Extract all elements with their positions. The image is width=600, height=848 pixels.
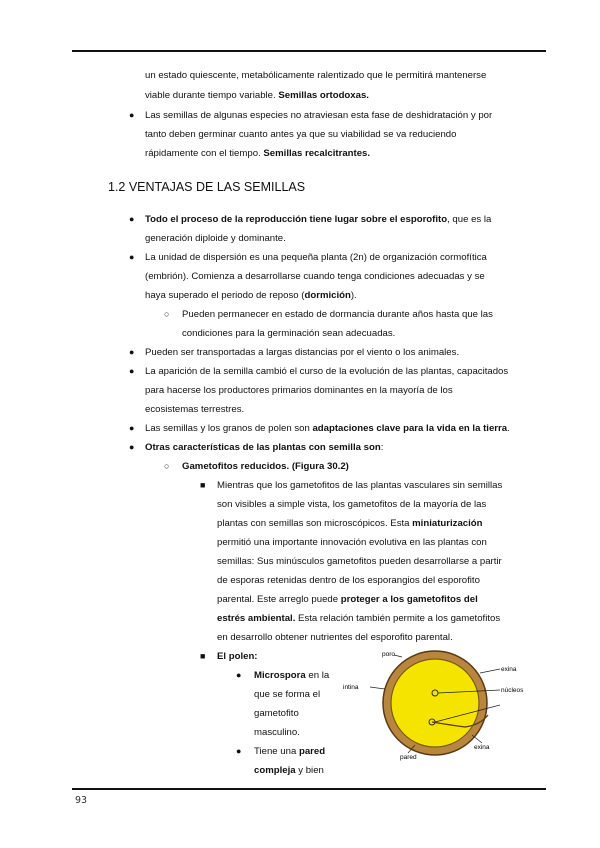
- item-1-line-2: generación diploide y dominante.: [145, 233, 286, 244]
- bullet-icon: ●: [129, 252, 135, 262]
- intro-line-2: viable durante tiempo variable. Semillas ortodoxas.: [145, 90, 369, 101]
- bullet-icon: ●: [129, 442, 135, 452]
- bullet-icon: ●: [236, 746, 242, 756]
- subitem-line-2: condiciones para la germinación sean adecuadas.: [182, 328, 396, 339]
- polen-1-line-4: masculino.: [254, 727, 300, 738]
- bullet-icon: ●: [129, 366, 135, 376]
- label-poro: poro: [382, 651, 396, 658]
- polen-1-line-3: gametofito: [254, 708, 299, 719]
- subitem-line-1: Pueden permanecer en estado de dormancia durante años hasta que las: [182, 309, 493, 320]
- page-number: 93: [75, 795, 88, 806]
- recalcitrant-line-3: rápidamente con el tiempo. Semillas recalcitrantes.: [145, 148, 371, 159]
- item-5: Las semillas y los granos de polen son adaptaciones clave para la vida en la tierra.: [145, 423, 510, 434]
- gameto-line-9: en desarrollo obtener nutrientes del esporofito parental.: [217, 632, 453, 643]
- polen-2-line-1: Tiene una pared: [254, 746, 326, 757]
- recalcitrant-line-2: tanto deben germinar cuanto antes ya que su viabilidad se va reduciendo: [145, 129, 457, 140]
- section-heading: 1.2 VENTAJAS DE LAS SEMILLAS: [108, 180, 306, 194]
- item-2-line-1: La unidad de dispersión es una pequeña planta (2n) de organización cormofítica: [145, 252, 487, 263]
- gameto-line-2: son visibles a simple vista, los gametofitos de la mayoría de las: [217, 499, 487, 510]
- polen-2-line-2: compleja y bien: [254, 765, 324, 776]
- item-2-line-2: (embrión). Comienza a desarrollarse cuando tenga condiciones adecuadas y se: [145, 271, 485, 282]
- polen-1-line-2: que se forma el: [254, 689, 321, 700]
- bullet-icon: ●: [129, 110, 135, 120]
- polen-1-line-1: Microspora en la: [254, 670, 330, 681]
- bullet-icon: ●: [129, 214, 135, 224]
- circle-bullet-icon: ○: [164, 309, 170, 319]
- bullet-icon: ●: [236, 670, 242, 680]
- header-rule: [72, 50, 546, 52]
- gameto-line-6: de esporas retenidas dentro de los esporangios del esporofito: [217, 575, 480, 586]
- intro-line-1: un estado quiescente, metabólicamente ralentizado que le permitirá mantenerse: [145, 70, 487, 81]
- pollen-grain-figure: [340, 645, 530, 765]
- item-4-line-2: para hacerse los productores primarios dominantes en la mayoría de los: [145, 385, 453, 396]
- item-4-line-3: ecosistemas terrestres.: [145, 404, 245, 415]
- item-2-line-3: haya superado el periodo de reposo (dormición).: [145, 290, 357, 301]
- square-bullet-icon: ■: [200, 651, 206, 661]
- bullet-icon: ●: [129, 423, 135, 433]
- label-nucleos: núcleos: [501, 687, 524, 694]
- gameto-line-4: permitió una importante innovación evolutiva en las plantas con: [217, 537, 487, 548]
- gameto-line-7: parental. Este arreglo puede proteger a los gametofitos del: [217, 594, 478, 605]
- item-4-line-1: La aparición de la semilla cambió el curso de la evolución de las plantas, capacitados: [145, 366, 509, 377]
- gameto-line-1: Mientras que los gametofitos de las plantas vasculares sin semillas: [217, 480, 503, 491]
- gametofitos-heading: Gametofitos reducidos. (Figura 30.2): [182, 461, 349, 472]
- bullet-icon: ●: [129, 347, 135, 357]
- item-6: Otras características de las plantas con semilla son:: [145, 442, 384, 453]
- gameto-line-5: semillas: Sus minúsculos gametofitos pueden desarrollarse a partir: [217, 556, 502, 567]
- item-3: Pueden ser transportadas a largas distancias por el viento o los animales.: [145, 347, 460, 358]
- label-exina: exina: [501, 666, 517, 673]
- ortodoxas-term: Semillas ortodoxas.: [278, 90, 369, 101]
- recalcitrant-line-1: Las semillas de algunas especies no atraviesan esta fase de deshidratación y por: [145, 110, 493, 121]
- recalcitrantes-term: Semillas recalcitrantes.: [263, 148, 371, 159]
- label-intina: intina: [343, 684, 359, 691]
- footer-rule: [72, 788, 546, 790]
- circle-bullet-icon: ○: [164, 461, 170, 471]
- label-exina-2: exina: [474, 744, 490, 751]
- label-pared: pared: [400, 754, 417, 761]
- polen-heading: El polen:: [217, 651, 258, 662]
- gameto-line-3: plantas con semillas son microscópicos. Esta miniaturización: [217, 518, 483, 529]
- gameto-line-8: estrés ambiental. Esta relación también permite a los gametofitos: [217, 613, 501, 624]
- item-1-line-1: Todo el proceso de la reproducción tiene lugar sobre el esporofito, que es la: [145, 214, 492, 225]
- square-bullet-icon: ■: [200, 480, 206, 490]
- intine-layer: [391, 659, 479, 747]
